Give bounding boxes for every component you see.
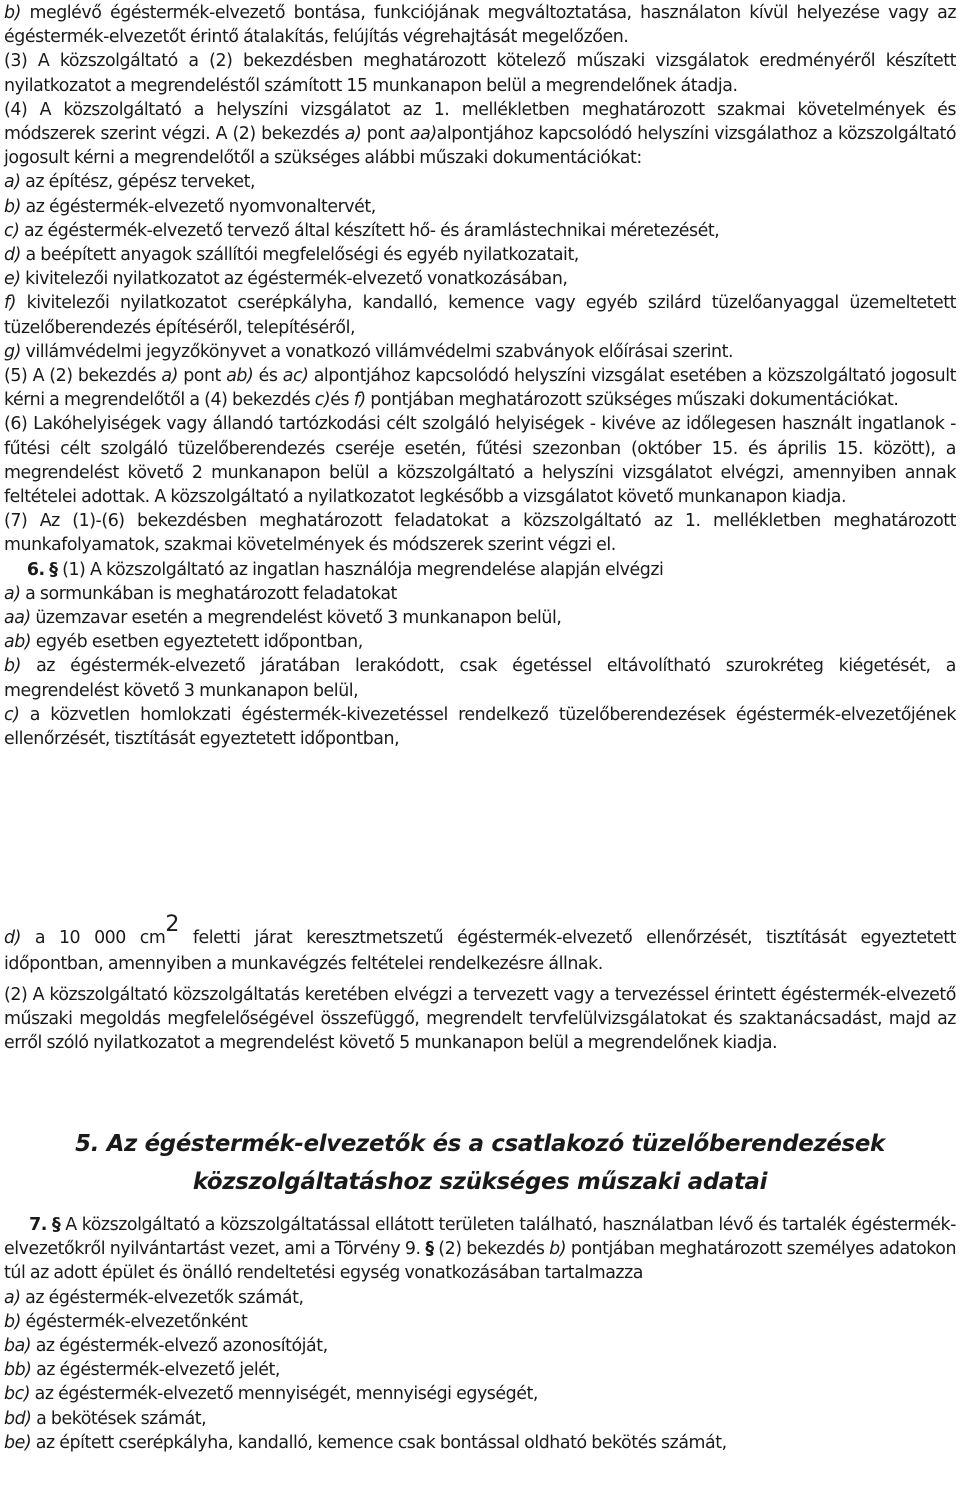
paragraph-6: (6) Lakóhelyiségek vagy állandó tartózkodási célt szolgáló helyiségek - kivéve az időlegesen használt ingatlanok - fűtési célt szolgáló tüzelőberendezés cseréje esetén, fűtési szezonban (október 15. és április 15. között), a megrendelést követő 2 munkanapon belül a közszolgáltató a helyszíni vizsgálatot elvégzi, amennyiben annak feltételei adottak. A közszolgáltató a nyilatkozatot legkésőbb a vizsgálatot követő munkanapon kiadja.: [4, 414, 956, 508]
p5-ref: f): [353, 390, 366, 411]
s7-item-bb: [4, 1358, 956, 1382]
p5-text: (5) A (2) bekezdés: [4, 366, 157, 387]
item-text: az égéstermék-elvezető járatában lerakódott, csak égetéssel eltávolítható szurokréteg kiégetését, a megrendelést követő 3 munkanapon belül,: [4, 656, 956, 701]
item-text: villámvédelmi jegyzőkönyvet a vonatkozó villámvédelmi szabványok előírásai szerint.: [25, 341, 734, 362]
doc-item-e: [4, 267, 956, 291]
item-label: bd): [4, 1408, 32, 1429]
p5-ref: a): [161, 366, 178, 387]
item-b-continuation: [4, 1, 956, 49]
p5-ref: c): [314, 390, 331, 411]
paragraph-5: [4, 364, 956, 412]
p5-text: és: [258, 366, 278, 387]
item-label: g): [4, 341, 21, 362]
item-text: az égéstermék-elvezető mennyiségét, mennyiségi egységét,: [34, 1384, 538, 1405]
item-label: a): [4, 1287, 21, 1308]
s6-item-ab: [4, 630, 956, 654]
item-label: b): [4, 196, 21, 217]
section-7-p1: [4, 1213, 956, 1286]
item-label: bb): [4, 1360, 32, 1381]
section-6-p1: [4, 558, 956, 582]
s7-item-ba: [4, 1334, 956, 1358]
p5-text: pontjában meghatározott szükséges műszaki dokumentációkat.: [370, 390, 899, 411]
item-text: a 10 000 cm: [34, 928, 166, 949]
paragraph-sign: §: [51, 1215, 61, 1235]
item-label: d): [4, 928, 21, 949]
doc-item-a: [4, 170, 956, 194]
item-text: feletti járat keresztmetszetű égéstermék-elvezető ellenőrzését, tisztítását egyeztetett időpontban, amennyiben a munkavégzés feltételei rendelkezésre állnak.: [4, 928, 957, 975]
item-label: e): [4, 269, 21, 290]
s6-item-aa: [4, 606, 956, 630]
p4-text: alpontjához kapcsolódó helyszíni vizsgálathoz a közszolgáltató jogosult kérni a megrendelőtől a szükséges alábbi műszaki dokumentációkat:: [4, 124, 957, 169]
item-label: bc): [4, 1384, 31, 1405]
p4-text: (4) A közszolgáltató a helyszíni vizsgálatot az 1. mellékletben meghatározott szakmai követelmények és módszerek szerint végzi. A (2) bekezdés: [4, 99, 956, 145]
item-text: a beépített anyagok szállítói megfelelőségi és egyéb nyilatkozatait,: [25, 245, 579, 266]
paragraph-3: (3) A közszolgáltató a (2) bekezdésben meghatározott kötelező műszaki vizsgálatok eredményéről készített nyilatkozatot a megrendeléstől számított 15 munkanapon belül a megrendelőnek átadja.: [4, 51, 956, 96]
p4-ref-aa: aa): [409, 124, 437, 145]
doc-item-c: [4, 219, 956, 243]
item-text: égéstermék-elvezetőnként: [25, 1311, 248, 1332]
p5-ref: ac): [282, 366, 309, 387]
s7-item-bc: [4, 1382, 956, 1406]
p4-text: pont: [366, 124, 405, 145]
section-6-p2: (2) A közszolgáltató közszolgáltatás keretében elvégzi a tervezett vagy a tervezéssel érintett égéstermék-elvezető műszaki megoldás megfelelőségével összefüggő, megrendelt tervfelülvizsgálatokat és szaktanácsadást, majd az erről szóló nyilatkozatot a megrendelést követő 5 munkanapon belül a megrendelőnek kiadja.: [4, 985, 956, 1054]
heading-line-2: közszolgáltatáshoz szükséges műszaki adatai: [192, 1169, 768, 1195]
paragraph-sign: §: [425, 1239, 434, 1260]
item-label: c): [4, 220, 20, 241]
s6-item-c: [4, 703, 956, 751]
doc-item-f: [4, 291, 956, 339]
s6-item-d: [4, 912, 957, 977]
item-label: aa): [4, 608, 31, 629]
heading-line-1: 5. Az égéstermék-elvezetők és a csatlakozó tüzelőberendezések: [75, 1131, 885, 1157]
doc-item-b: [4, 195, 956, 219]
item-label: c): [4, 704, 20, 725]
p5-text: alpontjához kapcsolódó helyszíni vizsgálat esetében a közszolgáltató jogosult kérni a megrendelőtől a (4) bekezdés: [4, 366, 956, 411]
item-text: az égéstermék-elvezető tervező által készített hő- és áramlástechnikai méretezését,: [24, 220, 720, 241]
item-label: a): [4, 583, 21, 604]
item-label: f): [4, 293, 17, 314]
paragraph-7: (7) Az (1)-(6) bekezdésben meghatározott feladatokat a közszolgáltató az 1. mellékletben meghatározott munkafolyamatok, szakmai követelmények és módszerek szerint végzi el.: [4, 511, 956, 556]
s7-item-be: [4, 1431, 956, 1455]
paragraph-sign: §: [49, 559, 58, 580]
item-text: a közvetlen homlokzati égéstermék-kivezetéssel rendelkező tüzelőberendezések égéstermék-elvezetőjének ellenőrzését, tisztítását egyeztetett időpontban,: [4, 704, 957, 750]
section-text: A közszolgáltató a közszolgáltatással ellátott területen található, használatban lévő és tartalék égéstermék-elvezetőkről nyilvántartást vezet, ami a Törvény 9.: [4, 1215, 957, 1260]
doc-item-d: [4, 243, 956, 267]
item-label: b): [4, 3, 21, 23]
text-block-upper: [4, 1, 956, 751]
item-label: b): [4, 1311, 21, 1332]
p5-text: pont: [183, 366, 221, 387]
item-text: a bekötések számát,: [36, 1408, 207, 1429]
s7-item-bd: [4, 1407, 956, 1431]
item-label: b): [4, 656, 21, 677]
item-label: be): [4, 1432, 32, 1453]
section-number: 7.: [29, 1215, 47, 1235]
item-label: d): [4, 245, 21, 266]
section-text: pontjában meghatározott személyes adatokon túl az adott épület és önálló rendeltetési egység vonatkozásában tartalmazza: [4, 1239, 957, 1284]
item-text: a sormunkában is meghatározott feladatokat: [25, 583, 397, 604]
s6-item-a: [4, 582, 956, 606]
superscript: 2: [165, 912, 179, 937]
item-label: a): [4, 172, 21, 193]
item-text: kivitelezői nyilatkozatot cserépkályha, kandalló, kemence vagy egyéb szilárd tüzelőanyaggal üzemeltetett tüzelőberendezés építéséről, telepítéséről,: [4, 293, 957, 338]
item-text: az égéstermék-elvezető jelét,: [36, 1360, 280, 1381]
text-block-section-7: [4, 1213, 956, 1455]
p4-ref-a: a): [344, 124, 362, 145]
doc-item-g: [4, 340, 956, 364]
text-block-s6p2: [4, 983, 956, 1056]
section-number: 6.: [26, 559, 45, 580]
p5-ref: ab): [226, 366, 254, 387]
item-text: üzemzavar esetén a megrendelést követő 3 munkanapon belül,: [35, 608, 562, 629]
item-text: kivitelezői nyilatkozatot az égéstermék-elvezető vonatkozásában,: [25, 269, 568, 290]
item-text: meglévő égéstermék-elvezető bontása, funkciójának megváltoztatása, használaton kívül helyezése vagy az égéstermék-elvezetőt érintő átalakítás, felújítás végrehajtását megelőzően.: [4, 3, 957, 48]
s7-item-a: [4, 1286, 956, 1310]
s6-item-b: [4, 654, 956, 702]
section-text: (1) A közszolgáltató az ingatlan használója megrendelése alapján elvégzi: [62, 559, 664, 580]
section-ref: b): [549, 1239, 567, 1260]
p5-text: és: [330, 390, 350, 411]
item-label: ab): [4, 632, 32, 653]
s7-item-b: [4, 1310, 956, 1334]
section-text: (2) bekezdés: [438, 1239, 545, 1260]
item-text: az égéstermék-elvezetők számát,: [25, 1287, 304, 1308]
item-text: az építész, gépész terveket,: [25, 172, 256, 193]
item-text: egyéb esetben egyeztetett időpontban,: [35, 632, 363, 653]
item-text: az égéstermék-elvezető nyomvonaltervét,: [25, 196, 376, 217]
item-text: az épített cserépkályha, kandalló, kemence csak bontással oldható bekötés számát,: [35, 1432, 727, 1453]
item-label: ba): [4, 1336, 32, 1357]
section-5-heading: [0, 1125, 960, 1201]
paragraph-4: [4, 98, 956, 171]
text-block-d: [4, 912, 957, 977]
item-text: az égéstermék-elvező azonosítóját,: [35, 1336, 328, 1357]
